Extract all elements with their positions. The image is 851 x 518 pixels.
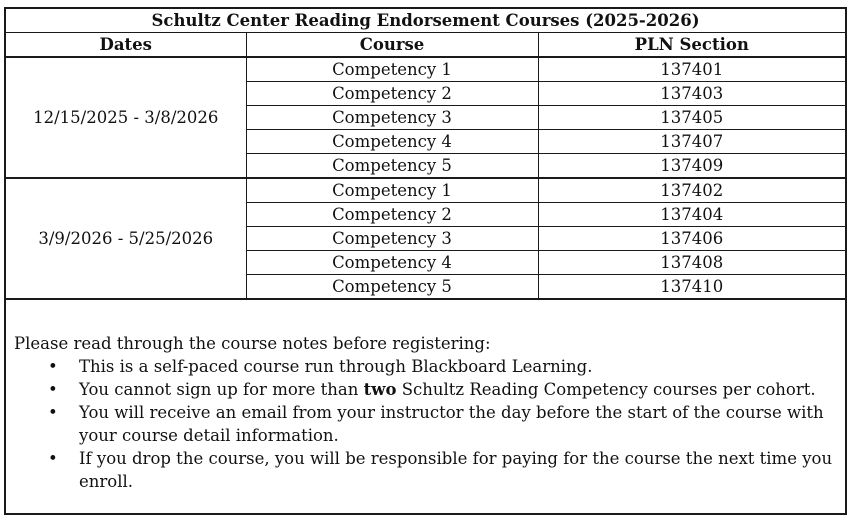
header-course: Course: [246, 33, 538, 58]
document-frame: [4, 7, 847, 515]
table-title: Schultz Center Reading Endorsement Courses (2025-2026): [6, 9, 845, 33]
section-cell: 137404: [538, 203, 845, 227]
emphasis-two: two: [363, 380, 397, 399]
notes-list: [14, 355, 839, 493]
list-item: • If you drop the course, you will be responsible for paying for the course the next time you enroll.: [79, 447, 839, 493]
header-pln-section: PLN Section: [538, 33, 845, 58]
section-cell: 137409: [538, 154, 845, 179]
course-cell: Competency 2: [246, 203, 538, 227]
course-cell: Competency 2: [246, 82, 538, 106]
course-cell: Competency 5: [246, 154, 538, 179]
list-item: • This is a self-paced course run through Blackboard Learning.: [79, 355, 839, 378]
table-row: [6, 57, 845, 82]
course-cell: Competency 1: [246, 57, 538, 82]
section-cell: 137405: [538, 106, 845, 130]
section-cell: 137410: [538, 275, 845, 300]
list-item: • You will receive an email from your instructor the day before the start of the course with your course detail information.: [79, 401, 839, 447]
course-cell: Competency 3: [246, 227, 538, 251]
cohort-dates: 3/9/2026 - 5/25/2026: [6, 178, 246, 299]
notes-intro: Please read through the course notes before registering:: [14, 334, 491, 353]
course-cell: Competency 3: [246, 106, 538, 130]
course-notes: [14, 332, 839, 493]
course-cell: Competency 5: [246, 275, 538, 300]
section-cell: 137401: [538, 57, 845, 82]
section-cell: 137402: [538, 178, 845, 203]
section-cell: 137406: [538, 227, 845, 251]
list-item: • You cannot sign up for more than two Schultz Reading Competency courses per cohort.: [79, 378, 839, 401]
header-dates: Dates: [6, 33, 246, 58]
section-cell: 137403: [538, 82, 845, 106]
section-cell: 137407: [538, 130, 845, 154]
section-cell: 137408: [538, 251, 845, 275]
course-cell: Competency 4: [246, 251, 538, 275]
courses-table: [6, 9, 845, 300]
course-cell: Competency 1: [246, 178, 538, 203]
table-row: [6, 178, 845, 203]
cohort-dates: 12/15/2025 - 3/8/2026: [6, 57, 246, 178]
course-cell: Competency 4: [246, 130, 538, 154]
